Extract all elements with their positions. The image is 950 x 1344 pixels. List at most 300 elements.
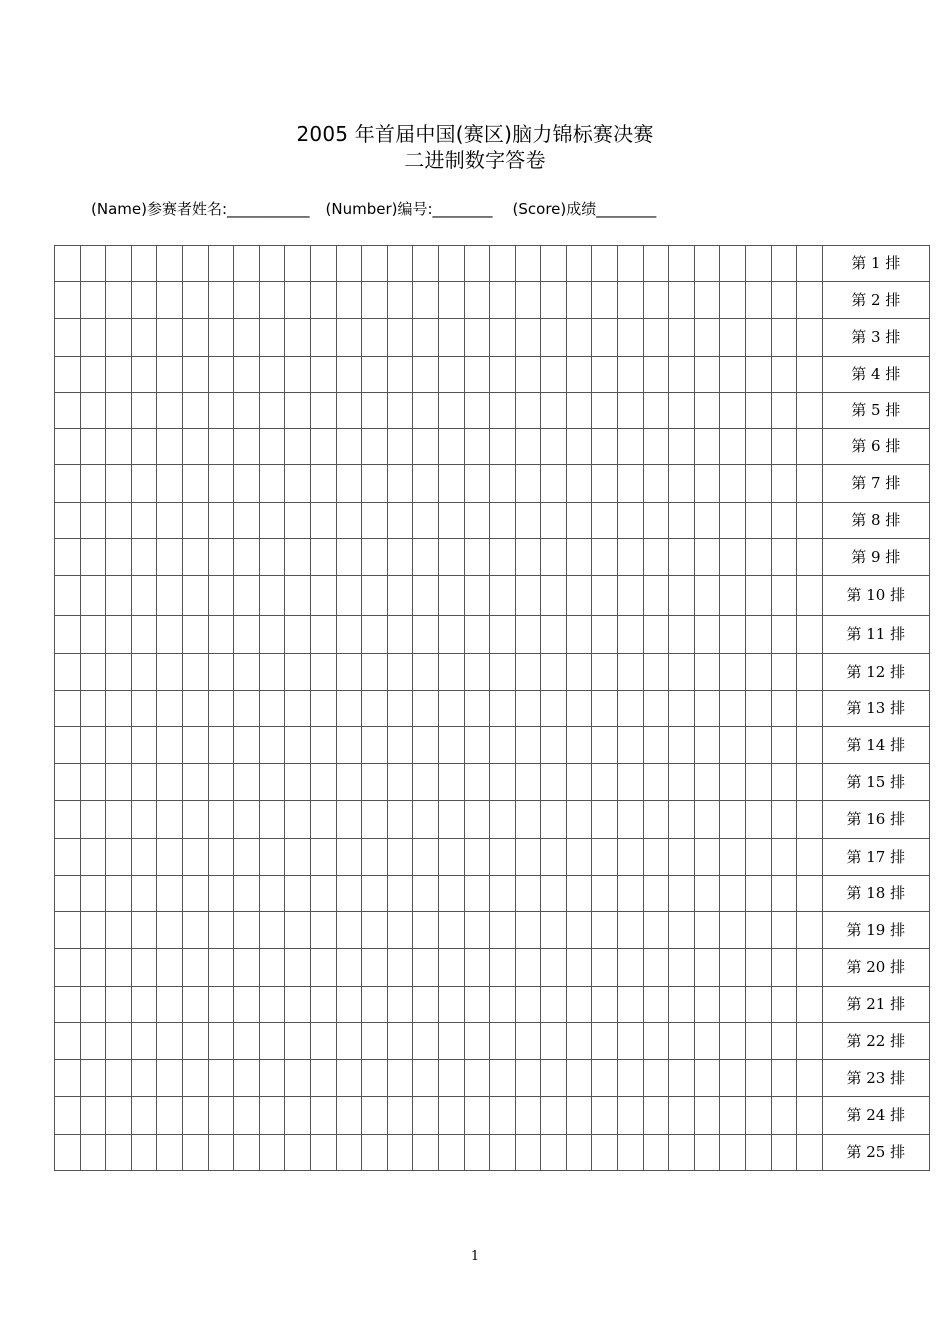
answer-cell[interactable] xyxy=(80,839,106,876)
answer-cell[interactable] xyxy=(208,912,234,949)
answer-cell[interactable] xyxy=(80,539,106,576)
answer-cell[interactable] xyxy=(515,503,541,539)
answer-cell[interactable] xyxy=(336,1023,362,1060)
answer-cell[interactable] xyxy=(720,727,746,764)
answer-cell[interactable] xyxy=(413,949,439,987)
answer-cell[interactable] xyxy=(592,691,618,727)
answer-cell[interactable] xyxy=(387,1135,413,1171)
answer-cell[interactable] xyxy=(464,912,490,949)
answer-cell[interactable] xyxy=(669,429,695,465)
answer-cell[interactable] xyxy=(438,357,464,393)
answer-cell[interactable] xyxy=(669,912,695,949)
answer-cell[interactable] xyxy=(285,357,311,393)
answer-cell[interactable] xyxy=(797,319,823,357)
answer-cell[interactable] xyxy=(592,727,618,764)
answer-cell[interactable] xyxy=(618,691,644,727)
answer-cell[interactable] xyxy=(310,616,336,654)
answer-cell[interactable] xyxy=(592,654,618,691)
answer-cell[interactable] xyxy=(464,503,490,539)
answer-cell[interactable] xyxy=(541,357,567,393)
answer-cell[interactable] xyxy=(234,912,260,949)
answer-cell[interactable] xyxy=(259,393,285,429)
answer-cell[interactable] xyxy=(438,691,464,727)
answer-cell[interactable] xyxy=(771,654,797,691)
answer-cell[interactable] xyxy=(285,987,311,1023)
answer-cell[interactable] xyxy=(771,727,797,764)
answer-cell[interactable] xyxy=(285,465,311,503)
answer-cell[interactable] xyxy=(566,839,592,876)
answer-cell[interactable] xyxy=(669,1060,695,1097)
answer-cell[interactable] xyxy=(182,465,208,503)
answer-cell[interactable] xyxy=(259,246,285,282)
answer-cell[interactable] xyxy=(746,503,772,539)
answer-cell[interactable] xyxy=(362,393,388,429)
answer-cell[interactable] xyxy=(310,503,336,539)
answer-cell[interactable] xyxy=(387,1097,413,1135)
answer-cell[interactable] xyxy=(694,503,720,539)
answer-cell[interactable] xyxy=(310,246,336,282)
answer-cell[interactable] xyxy=(771,801,797,839)
answer-cell[interactable] xyxy=(592,1023,618,1060)
answer-cell[interactable] xyxy=(720,246,746,282)
answer-cell[interactable] xyxy=(259,1023,285,1060)
answer-cell[interactable] xyxy=(592,616,618,654)
answer-cell[interactable] xyxy=(182,1060,208,1097)
answer-cell[interactable] xyxy=(106,539,132,576)
answer-cell[interactable] xyxy=(746,246,772,282)
answer-cell[interactable] xyxy=(413,393,439,429)
answer-cell[interactable] xyxy=(515,246,541,282)
answer-cell[interactable] xyxy=(80,503,106,539)
answer-cell[interactable] xyxy=(55,576,81,616)
answer-cell[interactable] xyxy=(438,503,464,539)
answer-cell[interactable] xyxy=(566,357,592,393)
answer-cell[interactable] xyxy=(694,1023,720,1060)
answer-cell[interactable] xyxy=(694,987,720,1023)
answer-cell[interactable] xyxy=(234,987,260,1023)
answer-cell[interactable] xyxy=(310,1023,336,1060)
answer-cell[interactable] xyxy=(746,912,772,949)
answer-cell[interactable] xyxy=(157,949,183,987)
answer-cell[interactable] xyxy=(80,912,106,949)
answer-cell[interactable] xyxy=(106,987,132,1023)
answer-cell[interactable] xyxy=(541,465,567,503)
answer-cell[interactable] xyxy=(771,1023,797,1060)
answer-cell[interactable] xyxy=(208,1135,234,1171)
answer-cell[interactable] xyxy=(285,576,311,616)
answer-cell[interactable] xyxy=(208,839,234,876)
answer-cell[interactable] xyxy=(80,319,106,357)
answer-cell[interactable] xyxy=(643,1023,669,1060)
answer-cell[interactable] xyxy=(490,246,516,282)
answer-cell[interactable] xyxy=(157,839,183,876)
answer-cell[interactable] xyxy=(310,429,336,465)
answer-cell[interactable] xyxy=(106,503,132,539)
answer-cell[interactable] xyxy=(208,1060,234,1097)
answer-cell[interactable] xyxy=(618,1060,644,1097)
answer-cell[interactable] xyxy=(310,465,336,503)
answer-cell[interactable] xyxy=(771,1135,797,1171)
answer-cell[interactable] xyxy=(310,1097,336,1135)
answer-cell[interactable] xyxy=(771,1060,797,1097)
answer-cell[interactable] xyxy=(55,727,81,764)
answer-cell[interactable] xyxy=(182,393,208,429)
answer-cell[interactable] xyxy=(310,839,336,876)
answer-cell[interactable] xyxy=(490,949,516,987)
answer-cell[interactable] xyxy=(285,1060,311,1097)
answer-cell[interactable] xyxy=(464,282,490,319)
answer-cell[interactable] xyxy=(669,764,695,801)
answer-cell[interactable] xyxy=(643,429,669,465)
answer-cell[interactable] xyxy=(490,876,516,912)
answer-cell[interactable] xyxy=(720,1097,746,1135)
answer-cell[interactable] xyxy=(413,987,439,1023)
answer-cell[interactable] xyxy=(592,1097,618,1135)
answer-cell[interactable] xyxy=(515,1097,541,1135)
answer-cell[interactable] xyxy=(234,465,260,503)
answer-cell[interactable] xyxy=(157,576,183,616)
answer-cell[interactable] xyxy=(80,282,106,319)
answer-cell[interactable] xyxy=(55,801,81,839)
answer-cell[interactable] xyxy=(336,503,362,539)
answer-cell[interactable] xyxy=(208,949,234,987)
answer-cell[interactable] xyxy=(438,949,464,987)
answer-cell[interactable] xyxy=(720,801,746,839)
answer-cell[interactable] xyxy=(464,727,490,764)
answer-cell[interactable] xyxy=(541,539,567,576)
answer-cell[interactable] xyxy=(515,1135,541,1171)
answer-cell[interactable] xyxy=(106,654,132,691)
answer-cell[interactable] xyxy=(234,429,260,465)
answer-cell[interactable] xyxy=(438,393,464,429)
answer-cell[interactable] xyxy=(285,912,311,949)
answer-cell[interactable] xyxy=(157,1023,183,1060)
answer-cell[interactable] xyxy=(541,839,567,876)
answer-cell[interactable] xyxy=(720,357,746,393)
answer-cell[interactable] xyxy=(387,282,413,319)
answer-cell[interactable] xyxy=(234,539,260,576)
answer-cell[interactable] xyxy=(157,282,183,319)
answer-cell[interactable] xyxy=(285,282,311,319)
answer-cell[interactable] xyxy=(182,912,208,949)
answer-cell[interactable] xyxy=(80,1135,106,1171)
answer-cell[interactable] xyxy=(413,539,439,576)
answer-cell[interactable] xyxy=(720,949,746,987)
answer-cell[interactable] xyxy=(208,654,234,691)
answer-cell[interactable] xyxy=(413,1060,439,1097)
answer-cell[interactable] xyxy=(720,1135,746,1171)
answer-cell[interactable] xyxy=(285,1023,311,1060)
answer-cell[interactable] xyxy=(464,576,490,616)
answer-cell[interactable] xyxy=(746,839,772,876)
answer-cell[interactable] xyxy=(208,539,234,576)
answer-cell[interactable] xyxy=(310,393,336,429)
answer-cell[interactable] xyxy=(771,1097,797,1135)
answer-cell[interactable] xyxy=(259,1060,285,1097)
answer-cell[interactable] xyxy=(592,429,618,465)
answer-cell[interactable] xyxy=(797,1060,823,1097)
answer-cell[interactable] xyxy=(362,1023,388,1060)
answer-cell[interactable] xyxy=(259,839,285,876)
answer-cell[interactable] xyxy=(285,1097,311,1135)
answer-cell[interactable] xyxy=(106,691,132,727)
answer-cell[interactable] xyxy=(336,691,362,727)
answer-cell[interactable] xyxy=(208,876,234,912)
answer-cell[interactable] xyxy=(515,801,541,839)
answer-cell[interactable] xyxy=(720,654,746,691)
answer-cell[interactable] xyxy=(413,912,439,949)
answer-cell[interactable] xyxy=(55,764,81,801)
answer-cell[interactable] xyxy=(131,801,157,839)
answer-cell[interactable] xyxy=(157,465,183,503)
answer-cell[interactable] xyxy=(720,576,746,616)
answer-cell[interactable] xyxy=(413,1023,439,1060)
answer-cell[interactable] xyxy=(669,1023,695,1060)
answer-cell[interactable] xyxy=(131,912,157,949)
answer-cell[interactable] xyxy=(362,576,388,616)
answer-cell[interactable] xyxy=(336,949,362,987)
answer-cell[interactable] xyxy=(387,654,413,691)
answer-cell[interactable] xyxy=(131,1097,157,1135)
answer-cell[interactable] xyxy=(182,246,208,282)
answer-cell[interactable] xyxy=(694,465,720,503)
answer-cell[interactable] xyxy=(694,949,720,987)
answer-cell[interactable] xyxy=(618,393,644,429)
answer-cell[interactable] xyxy=(336,839,362,876)
answer-cell[interactable] xyxy=(208,429,234,465)
answer-cell[interactable] xyxy=(259,576,285,616)
answer-cell[interactable] xyxy=(413,576,439,616)
answer-cell[interactable] xyxy=(694,764,720,801)
answer-cell[interactable] xyxy=(336,576,362,616)
answer-cell[interactable] xyxy=(618,246,644,282)
answer-cell[interactable] xyxy=(234,319,260,357)
answer-cell[interactable] xyxy=(55,465,81,503)
answer-cell[interactable] xyxy=(310,987,336,1023)
answer-cell[interactable] xyxy=(413,616,439,654)
answer-cell[interactable] xyxy=(771,246,797,282)
answer-cell[interactable] xyxy=(515,429,541,465)
answer-cell[interactable] xyxy=(592,764,618,801)
answer-cell[interactable] xyxy=(55,654,81,691)
answer-cell[interactable] xyxy=(541,949,567,987)
answer-cell[interactable] xyxy=(80,727,106,764)
answer-cell[interactable] xyxy=(285,654,311,691)
answer-cell[interactable] xyxy=(157,654,183,691)
answer-cell[interactable] xyxy=(438,912,464,949)
answer-cell[interactable] xyxy=(413,503,439,539)
answer-cell[interactable] xyxy=(336,429,362,465)
answer-cell[interactable] xyxy=(157,691,183,727)
answer-cell[interactable] xyxy=(618,801,644,839)
answer-cell[interactable] xyxy=(592,246,618,282)
answer-cell[interactable] xyxy=(362,1135,388,1171)
answer-cell[interactable] xyxy=(541,246,567,282)
answer-cell[interactable] xyxy=(387,1060,413,1097)
answer-cell[interactable] xyxy=(55,357,81,393)
answer-cell[interactable] xyxy=(541,912,567,949)
answer-cell[interactable] xyxy=(336,465,362,503)
answer-cell[interactable] xyxy=(285,429,311,465)
answer-cell[interactable] xyxy=(771,282,797,319)
answer-cell[interactable] xyxy=(362,1097,388,1135)
answer-cell[interactable] xyxy=(413,465,439,503)
answer-cell[interactable] xyxy=(182,1135,208,1171)
answer-cell[interactable] xyxy=(106,764,132,801)
answer-cell[interactable] xyxy=(592,282,618,319)
answer-cell[interactable] xyxy=(208,282,234,319)
answer-cell[interactable] xyxy=(80,654,106,691)
answer-cell[interactable] xyxy=(387,1023,413,1060)
answer-cell[interactable] xyxy=(694,727,720,764)
answer-cell[interactable] xyxy=(618,876,644,912)
answer-cell[interactable] xyxy=(464,876,490,912)
answer-cell[interactable] xyxy=(413,801,439,839)
answer-cell[interactable] xyxy=(720,503,746,539)
answer-cell[interactable] xyxy=(259,429,285,465)
answer-cell[interactable] xyxy=(438,616,464,654)
answer-cell[interactable] xyxy=(208,576,234,616)
answer-cell[interactable] xyxy=(669,949,695,987)
answer-cell[interactable] xyxy=(566,1135,592,1171)
answer-cell[interactable] xyxy=(310,282,336,319)
answer-cell[interactable] xyxy=(541,691,567,727)
answer-cell[interactable] xyxy=(413,876,439,912)
answer-cell[interactable] xyxy=(387,393,413,429)
answer-cell[interactable] xyxy=(234,801,260,839)
answer-cell[interactable] xyxy=(566,727,592,764)
answer-cell[interactable] xyxy=(464,1060,490,1097)
answer-cell[interactable] xyxy=(387,246,413,282)
answer-cell[interactable] xyxy=(413,429,439,465)
answer-cell[interactable] xyxy=(515,576,541,616)
answer-cell[interactable] xyxy=(643,1135,669,1171)
answer-cell[interactable] xyxy=(464,539,490,576)
answer-cell[interactable] xyxy=(362,912,388,949)
answer-cell[interactable] xyxy=(259,801,285,839)
answer-cell[interactable] xyxy=(669,465,695,503)
answer-cell[interactable] xyxy=(566,654,592,691)
answer-cell[interactable] xyxy=(55,429,81,465)
answer-cell[interactable] xyxy=(746,357,772,393)
answer-cell[interactable] xyxy=(285,876,311,912)
answer-cell[interactable] xyxy=(592,539,618,576)
answer-cell[interactable] xyxy=(490,839,516,876)
answer-cell[interactable] xyxy=(80,246,106,282)
answer-cell[interactable] xyxy=(157,616,183,654)
answer-cell[interactable] xyxy=(182,576,208,616)
answer-cell[interactable] xyxy=(182,839,208,876)
answer-cell[interactable] xyxy=(669,616,695,654)
answer-cell[interactable] xyxy=(592,987,618,1023)
answer-cell[interactable] xyxy=(746,1097,772,1135)
answer-cell[interactable] xyxy=(157,1060,183,1097)
answer-cell[interactable] xyxy=(157,801,183,839)
answer-cell[interactable] xyxy=(592,1135,618,1171)
answer-cell[interactable] xyxy=(515,691,541,727)
answer-cell[interactable] xyxy=(669,1135,695,1171)
answer-cell[interactable] xyxy=(234,616,260,654)
answer-cell[interactable] xyxy=(771,764,797,801)
answer-cell[interactable] xyxy=(797,576,823,616)
answer-cell[interactable] xyxy=(746,429,772,465)
answer-cell[interactable] xyxy=(541,393,567,429)
answer-cell[interactable] xyxy=(490,727,516,764)
answer-cell[interactable] xyxy=(387,727,413,764)
answer-cell[interactable] xyxy=(182,1023,208,1060)
answer-cell[interactable] xyxy=(131,319,157,357)
answer-cell[interactable] xyxy=(387,465,413,503)
answer-cell[interactable] xyxy=(157,357,183,393)
answer-cell[interactable] xyxy=(55,282,81,319)
answer-cell[interactable] xyxy=(515,282,541,319)
answer-cell[interactable] xyxy=(80,1097,106,1135)
answer-cell[interactable] xyxy=(592,319,618,357)
answer-cell[interactable] xyxy=(259,876,285,912)
answer-cell[interactable] xyxy=(336,393,362,429)
answer-cell[interactable] xyxy=(336,1060,362,1097)
answer-cell[interactable] xyxy=(618,319,644,357)
answer-cell[interactable] xyxy=(182,503,208,539)
answer-cell[interactable] xyxy=(55,503,81,539)
answer-cell[interactable] xyxy=(131,429,157,465)
answer-cell[interactable] xyxy=(566,801,592,839)
answer-cell[interactable] xyxy=(310,876,336,912)
answer-cell[interactable] xyxy=(106,429,132,465)
answer-cell[interactable] xyxy=(438,465,464,503)
answer-cell[interactable] xyxy=(182,616,208,654)
answer-cell[interactable] xyxy=(566,691,592,727)
answer-cell[interactable] xyxy=(566,1023,592,1060)
answer-cell[interactable] xyxy=(643,465,669,503)
answer-cell[interactable] xyxy=(490,616,516,654)
answer-cell[interactable] xyxy=(490,429,516,465)
answer-cell[interactable] xyxy=(80,1060,106,1097)
answer-cell[interactable] xyxy=(157,912,183,949)
answer-cell[interactable] xyxy=(720,282,746,319)
answer-cell[interactable] xyxy=(515,1023,541,1060)
answer-cell[interactable] xyxy=(694,319,720,357)
answer-cell[interactable] xyxy=(182,727,208,764)
answer-cell[interactable] xyxy=(259,357,285,393)
answer-cell[interactable] xyxy=(797,764,823,801)
answer-cell[interactable] xyxy=(106,465,132,503)
answer-cell[interactable] xyxy=(643,839,669,876)
answer-cell[interactable] xyxy=(208,393,234,429)
answer-cell[interactable] xyxy=(618,576,644,616)
answer-cell[interactable] xyxy=(490,503,516,539)
answer-cell[interactable] xyxy=(106,282,132,319)
answer-cell[interactable] xyxy=(438,539,464,576)
answer-cell[interactable] xyxy=(106,246,132,282)
answer-cell[interactable] xyxy=(669,987,695,1023)
answer-cell[interactable] xyxy=(669,246,695,282)
answer-cell[interactable] xyxy=(720,393,746,429)
answer-cell[interactable] xyxy=(157,393,183,429)
answer-cell[interactable] xyxy=(464,691,490,727)
answer-cell[interactable] xyxy=(643,912,669,949)
answer-cell[interactable] xyxy=(669,839,695,876)
answer-cell[interactable] xyxy=(490,987,516,1023)
answer-cell[interactable] xyxy=(464,987,490,1023)
answer-cell[interactable] xyxy=(413,1135,439,1171)
answer-cell[interactable] xyxy=(131,987,157,1023)
answer-cell[interactable] xyxy=(720,764,746,801)
answer-cell[interactable] xyxy=(643,764,669,801)
answer-cell[interactable] xyxy=(771,465,797,503)
answer-cell[interactable] xyxy=(310,912,336,949)
answer-cell[interactable] xyxy=(336,616,362,654)
